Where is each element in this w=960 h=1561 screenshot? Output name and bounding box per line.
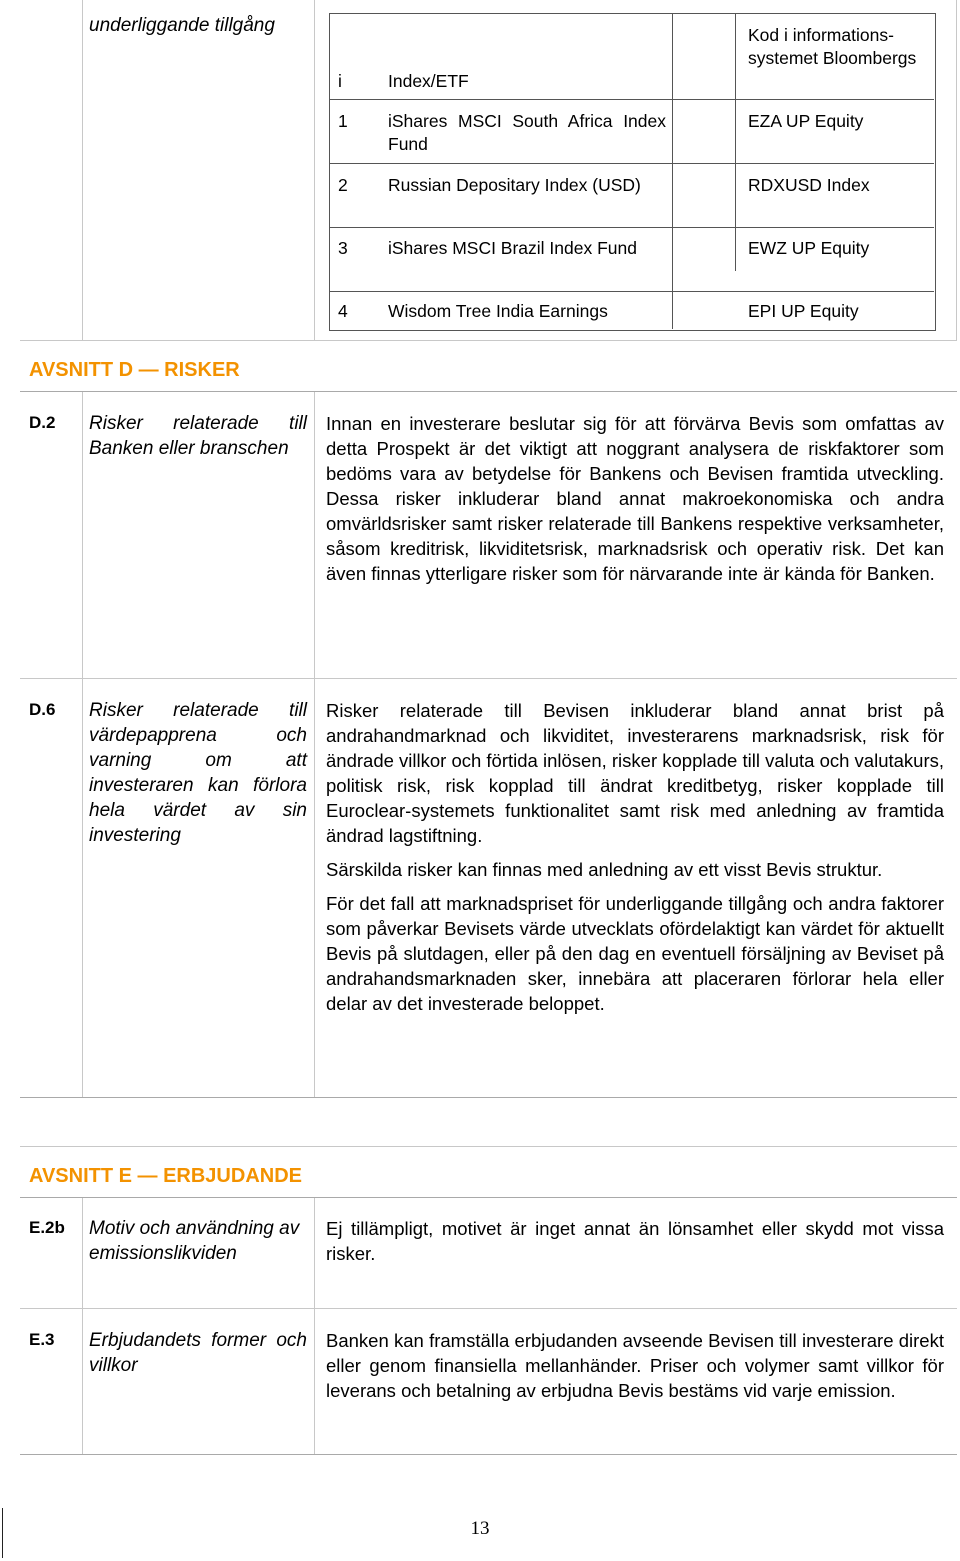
table-cell-code: EPI UP Equity [748,301,859,321]
row-divider [20,1308,957,1309]
table-cell-index: 2 [338,175,348,195]
col-divider [82,392,83,678]
table-cell-index: 1 [338,111,348,131]
table-header-code: Kod i informations-systemet Bloombergs [748,25,917,68]
e2b-text: Ej tillämpligt, motivet är inget annat än lönsamhet eller skydd mot vissa risker. [326,1218,944,1264]
table-header-name: Index/ETF [388,71,469,91]
page-number: 13 [470,1518,490,1539]
table-row-divider [330,163,934,164]
e3-text: Banken kan framställa erbjudanden avseende Bevisen till investerare direkt eller genom finansiella mellanhänder. Priser och volymer samt villkor för leverans och betalning av erbjudna Bevis bestäms vid varje emission. [326,1330,944,1401]
e2b-label: Motiv och användning av emissionslikviden [89,1218,300,1264]
d6-paragraph: Särskilda risker kan finnas med anledning av ett visst Bevis struktur. [326,859,883,880]
underlying-asset-label: underliggande tillgång [89,15,275,36]
table-header-index: i [338,71,342,91]
row-divider [20,391,957,392]
col-divider [314,392,315,678]
table-row-divider [330,227,934,228]
section-e-title: AVSNITT E — ERBJUDANDE [29,1165,302,1187]
e3-label: Erbjudandets former och villkor [89,1330,307,1376]
col-divider [82,1198,83,1308]
table-cell-name: Wisdom Tree India Earnings [388,301,608,321]
d6-code: D.6 [29,700,56,719]
col-divider [314,0,315,340]
d2-code: D.2 [29,413,56,432]
table-cell-name: iShares MSCI South Africa Index Fund [388,111,666,154]
row-divider [20,1197,957,1198]
col-divider [82,1309,83,1454]
table-col-divider [672,14,673,271]
col-divider [314,1309,315,1454]
table-col-divider [735,14,736,271]
row-divider [20,678,957,679]
e3-code: E.3 [29,1330,55,1349]
section-d-title: AVSNITT D — RISKER [29,359,240,381]
row-divider [20,1146,957,1147]
table-cell-code: EWZ UP Equity [748,238,870,258]
table-row-divider [330,291,934,292]
col-divider [82,0,83,340]
table-row-divider [330,99,934,100]
row-divider [20,340,957,341]
e2b-code: E.2b [29,1218,65,1237]
table-cell-index: 3 [338,238,348,258]
table-cell-index: 4 [338,301,348,321]
col-divider [314,679,315,1097]
d6-label: Risker relaterade till värdepapprena och varning om att investeraren kan förlora hela värdet av sin investering [89,700,307,846]
table-cell-name: Russian Depositary Index (USD) [388,175,641,195]
underlying-assets-table [329,13,936,331]
d6-text-block [326,698,944,1016]
table-cell-code: RDXUSD Index [748,175,870,195]
table-cell-name: iShares MSCI Brazil Index Fund [388,238,637,258]
d2-text: Innan en investerare beslutar sig för att förvärva Bevis som omfattas av detta Prospekt är det viktigt att noggrant analysera de riskfaktorer som bedöms vara av betydelse för Bankens och Bevisen framtida utveckling. Dessa risker inkluderar bland annat makroekonomiska och andra omvärldsrisker samt risker relaterade till Bankens respektive verksamheter, såsom kreditrisk, likviditetsrisk, marknadsrisk och operativ risk. Det kan även finnas ytterligare risker som för närvarande inte är kända för Banken. [326,413,944,584]
table-col-divider [672,271,673,329]
d6-paragraph: För det fall att marknadspriset för underliggande tillgång och andra faktorer som påverkar Bevisets värde utvecklats ofördelaktigt kan värdet för aktuellt Bevis på slutdagen, eller på den dag en eventuell försäljning av Beviset på andrahandsmarknaden sker, innebära att placeraren förlorar hela eller delar av det investerade beloppet. [326,893,944,1014]
d6-paragraph: Risker relaterade till Bevisen inkluderar bland annat brist på andrahandmarknad och likviditet, investerarens marknadsrisk, risk för ändrade villkor och förtida inlösen, risker kopplade till valuta och valutakurs, politisk risk, risk kopplad till ändrat kreditbetyg, risker kopplade till Euroclear-systemets funktionalitet samt risk med anledning av framtida ändrad lagstiftning. [326,700,945,846]
col-divider [314,1198,315,1308]
col-divider [956,0,957,340]
table-bottom-border [20,1454,957,1455]
table-bottom-border [20,1097,957,1098]
table-cell-code: EZA UP Equity [748,111,864,131]
col-divider [82,679,83,1097]
d2-label: Risker relaterade till Banken eller branschen [89,413,307,459]
